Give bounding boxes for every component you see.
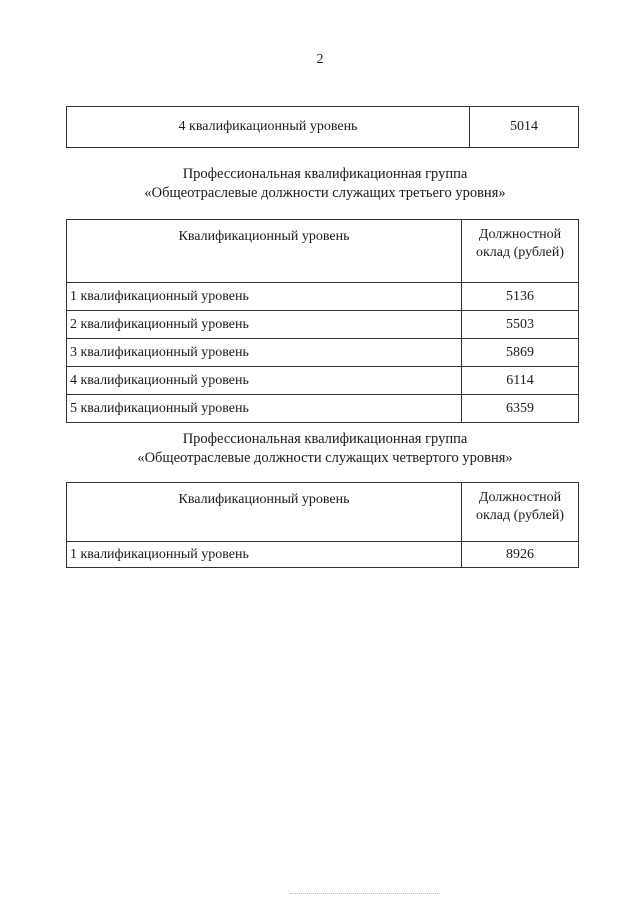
level-cell: 5 квалификационный уровень [67,395,462,423]
salary-cell: 8926 [462,542,579,568]
level-cell: 3 квалификационный уровень [67,339,462,367]
table-header-row [67,220,579,283]
group-title-line2: «Общеотраслевые должности служащих третьего уровня» [144,185,506,201]
header-salary [462,220,579,283]
header-salary-line2: оклад (рублей) [475,508,565,523]
group-title-third-level [0,165,640,203]
level-cell: 4 квалификационный уровень [67,367,462,395]
header-level: Квалификационный уровень [67,220,462,283]
level-cell: 1 квалификационный уровень [67,283,462,311]
header-salary [462,483,579,542]
salary-cell: 6359 [462,395,579,423]
table-fourth-level [66,482,579,568]
page-number: 2 [316,52,324,67]
table-row [67,283,579,311]
table-header-row [67,483,579,542]
salary-cell: 5869 [462,339,579,367]
table-continuation [66,106,579,148]
group-title-line1: Профессиональная квалификационная группа [182,431,468,447]
table-row [67,107,579,148]
table-row [67,339,579,367]
table-row [67,542,579,568]
level-cell: 2 квалификационный уровень [67,311,462,339]
level-cell: 1 квалификационный уровень [67,542,462,568]
table-row [67,395,579,423]
scan-artifact [290,893,440,897]
header-level: Квалификационный уровень [67,483,462,542]
salary-cell: 5503 [462,311,579,339]
table-third-level [66,219,579,423]
group-title-line1: Профессиональная квалификационная группа [182,166,468,182]
group-title-fourth-level [0,430,640,468]
table-row [67,367,579,395]
salary-cell: 6114 [462,367,579,395]
salary-cell: 5136 [462,283,579,311]
header-salary-line1: Должностной [478,490,562,505]
header-salary-line2: оклад (рублей) [475,245,565,260]
salary-cell: 5014 [470,107,579,148]
group-title-line2: «Общеотраслевые должности служащих четвертого уровня» [137,450,513,466]
level-cell: 4 квалификационный уровень [67,107,470,148]
header-salary-line1: Должностной [478,227,562,242]
table-row [67,311,579,339]
